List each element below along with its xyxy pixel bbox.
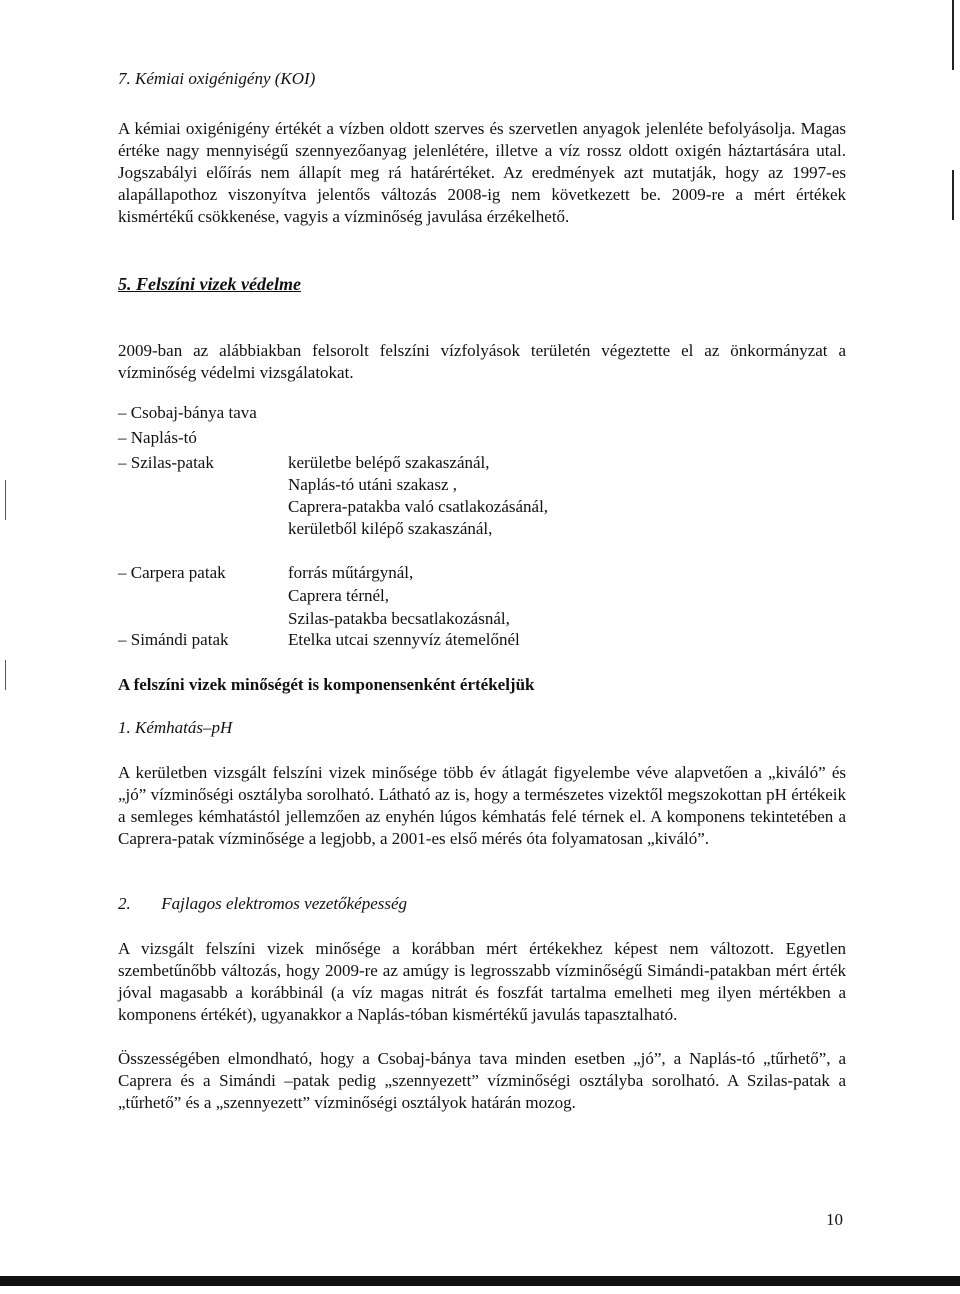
list-item <box>118 427 846 449</box>
list-item <box>118 518 846 540</box>
conductivity-title <box>118 893 846 915</box>
site-name: – Simándi patak <box>118 630 229 649</box>
page-number: 10 <box>826 1210 843 1229</box>
conductivity-paragraph-2: Összességében elmondható, hogy a Csobaj-bánya tava minden esetben „jó”, a Naplás-tó „tűrhető”, a Caprera és a Simándi –patak pedig „szennyezett” vízminőségi osztályba sorolható. A Szilas-patak a „tűrhető” és a „szennyezett” vízminőségi osztályok határán mozog. <box>118 1049 846 1112</box>
conductivity-paragraph-1: A vizsgált felszíni vizek minősége a korábban mért értékekhez képest nem változott. Egyetlen szembetűnőbb változás, hogy 2009-re az amúgy is legrosszabb vízminőségű Simándi-patakban mért érték jóval magasabb a korábbinál (a víz magas nitrát és foszfát tartalma emelheti meg ilyen mértékben a komponens értékét), ugyanakkor a Naplás-tóban kismértékű javulás tapasztalható. <box>118 939 846 1024</box>
site-location: kerületbe belépő szakaszánál, <box>288 453 490 472</box>
scan-edge-line <box>952 170 954 220</box>
section-7-title: 7. Kémiai oxigénigény (KOI) <box>118 69 316 88</box>
ph-title: 1. Kémhatás–pH <box>118 718 233 737</box>
section-5-title: 5. Felszíni vizek védelme <box>118 274 301 294</box>
conductivity-title-text: Fajlagos elektromos vezetőképesség <box>161 894 408 913</box>
list-item <box>118 474 846 496</box>
list-item <box>118 562 846 584</box>
list-item <box>118 402 846 424</box>
scan-edge-line <box>952 0 954 70</box>
site-location: Naplás-tó utáni szakasz , <box>288 475 457 494</box>
list-item <box>118 496 846 518</box>
list-item <box>118 452 846 474</box>
footer-bar <box>0 1276 960 1286</box>
site-name: – Naplás-tó <box>118 428 197 447</box>
components-statement: A felszíni vizek minőségét is komponensenként értékeljük <box>118 675 535 694</box>
site-location: Etelka utcai szennyvíz átemelőnél <box>288 630 520 649</box>
ph-paragraph: A kerületben vizsgált felszíni vizek minősége több év átlagát figyelembe véve alapvetően a „kiváló” és „jó” vízminőségi osztályba sorolható. Látható az is, hogy a természetes vizektől megszokottan pH értékeik a semleges kémhatástól jellemzően az enyhén lúgos kémhatás felé térnek el. A komponens tekintetében a Caprera-patak vízminősége a legjobb, a 2001-es első mérés óta folyamatosan „kiváló”. <box>118 763 846 848</box>
section-7-paragraph: A kémiai oxigénigény értékét a vízben oldott szerves és szervetlen anyagok jelenléte befolyásolja. Magas értéke nagy mennyiségű szennyezőanyag jelenlétére, illetve a víz rossz oldott oxigén háztartására utal. Jogszabályi előírás nem állapít meg rá határértéket. Az eredmények azt mutatják, hogy az 1997-es alapállapothoz viszonyítva jelentős változás 2008-ig nem következett be. 2009-re a mért értékek kismértékű csökkenése, vagyis a vízminőség javulása érzékelhető. <box>118 119 846 226</box>
site-name: – Szilas-patak <box>118 453 214 472</box>
site-name: – Carpera patak <box>118 563 226 582</box>
site-location: Caprera térnél, <box>288 586 389 605</box>
site-location: Szilas-patakba becsatlakozásnál, <box>288 609 510 628</box>
site-name: – Csobaj-bánya tava <box>118 403 257 422</box>
list-item <box>118 608 846 630</box>
scan-edge-line <box>5 660 6 690</box>
section-5-intro: 2009-ban az alábbiakban felsorolt felszíni vízfolyások területén végeztette el az önkormányzat a vízminőség védelmi vizsgálatokat. <box>118 341 846 382</box>
scan-edge-line <box>5 480 6 520</box>
list-item <box>118 629 846 651</box>
conductivity-title-number: 2. <box>118 894 131 913</box>
list-item <box>118 585 846 607</box>
site-list <box>118 402 846 652</box>
site-location: forrás műtárgynál, <box>288 563 414 582</box>
site-location: Caprera-patakba való csatlakozásánál, <box>288 497 549 516</box>
site-location: kerületből kilépő szakaszánál, <box>288 519 493 538</box>
